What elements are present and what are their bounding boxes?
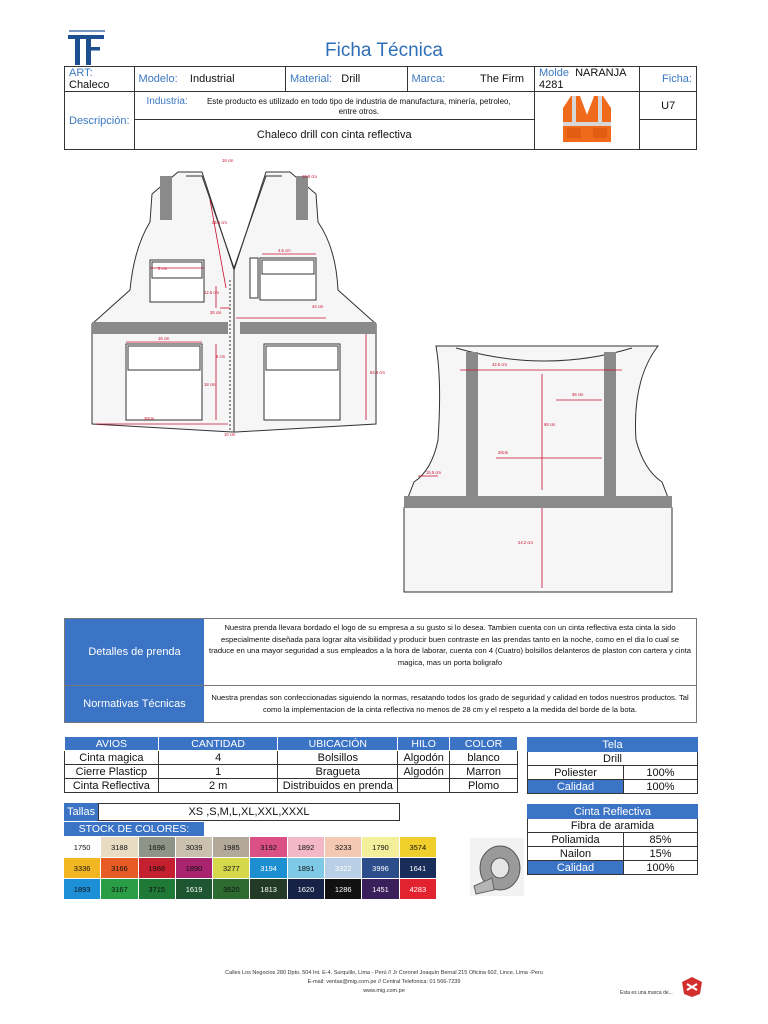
tela-calidad-label: Calidad	[528, 780, 624, 794]
tela-fiber: Poliester	[528, 766, 624, 780]
color-swatch: 3192	[250, 837, 286, 857]
cinta-fiber: Poliamida	[528, 833, 624, 847]
color-swatch: 1750	[64, 837, 100, 857]
front-measure-1: 16 cm	[222, 158, 234, 163]
front-measure-3: 25.5 cm	[212, 220, 227, 225]
avio-location: Distribuidos en prenda	[278, 779, 398, 793]
tallas-label: Tallas	[64, 803, 98, 821]
reflective-tape-reel-image	[470, 838, 524, 896]
back-measure-3: 68 cm	[544, 422, 556, 427]
ficha-value: U7	[640, 92, 697, 120]
marca-cell	[407, 67, 534, 92]
color-swatch: 1620	[288, 879, 324, 899]
tela-title: Tela	[528, 738, 698, 752]
color-swatch: 3277	[213, 858, 249, 878]
brand-shield-icon	[680, 976, 704, 998]
footer-address: Calles Los Negocios 280 Dpto. 504 Int. E-4, Surquillo, Lima - Perú // Jr Coronel Joaquín Bernal 215 Oficina 602, Lince, Lima -Peru	[225, 970, 543, 976]
art-value: Chaleco	[69, 79, 110, 91]
marca-label: Marca:	[411, 73, 446, 85]
color-swatch: 4283	[400, 879, 436, 899]
color-swatch: 3039	[176, 837, 212, 857]
avio-qty: 1	[158, 765, 278, 779]
marca-value: The Firm	[480, 73, 524, 85]
molde-value: NARANJA 4281	[539, 67, 626, 91]
cinta-calidad-label: Calidad	[528, 861, 624, 875]
color-swatch	[437, 879, 473, 899]
cinta-title: Cinta Reflectiva	[528, 805, 698, 819]
table-row	[65, 751, 518, 765]
color-swatch: 1891	[288, 858, 324, 878]
back-measure-5: 15.5 cm	[426, 470, 441, 475]
footer-contact: E-mail: ventas@mig.com.pe // Central Telefonica: 01 566-7239	[307, 979, 461, 985]
industria-cell	[134, 92, 534, 120]
color-swatch: 1892	[288, 837, 324, 857]
front-vest-drawing	[86, 158, 385, 440]
normativas-row	[65, 686, 696, 722]
molde-label: Molde	[539, 67, 569, 79]
color-swatch: 3322	[325, 858, 361, 878]
cinta-fiber: Nailon	[528, 847, 624, 861]
empty-cell	[640, 120, 697, 150]
industria-text: Este producto es utilizado en todo tipo de industria de manufactura, minería, petroleo, entre otros.	[206, 96, 511, 116]
back-measure-2: 36 cm	[572, 392, 584, 397]
normativas-text: Nuestra prendas son confeccionadas siguiendo la normas, resatando todos los grado de seguridad y calidad en todos nuestros productos. Tal como la implementacion de la cinta reflectiva no menos de 28 cm y el respeto a la medida del borde de la bota.	[211, 693, 689, 714]
avio-color: blanco	[450, 751, 518, 765]
avio-thread: Algodón	[398, 765, 450, 779]
back-measure-4: 28cm	[498, 450, 509, 455]
material-label: Material:	[289, 73, 333, 85]
color-swatch: 1286	[325, 879, 361, 899]
avio-thread: Algodón	[398, 751, 450, 765]
front-measure-6: 12.5 cm	[204, 290, 219, 295]
color-swatch: 1893	[64, 879, 100, 899]
color-swatch: 1641	[400, 858, 436, 878]
color-swatch	[437, 837, 473, 857]
modelo-label: Modelo:	[138, 73, 178, 85]
avio-name: Cinta magica	[65, 751, 159, 765]
color-swatch: 3715	[139, 879, 175, 899]
stock-label: STOCK DE COLORES:	[64, 822, 204, 836]
color-swatch: 3574	[400, 837, 436, 857]
color-swatch: 1451	[362, 879, 398, 899]
vest-photo-cell	[535, 92, 640, 150]
front-measure-2: 18.8 cm	[302, 174, 317, 179]
industria-label: Industria:	[146, 95, 188, 107]
color-swatch: 3336	[64, 858, 100, 878]
ubicacion-header: UBICACIÓN	[278, 737, 398, 751]
front-measure-5: 5 cm	[158, 266, 168, 271]
avio-color: Plomo	[450, 779, 518, 793]
front-measure-12: 64.8 cm	[370, 370, 385, 375]
color-swatch: 1698	[139, 837, 175, 857]
avio-location: Bragueta	[278, 765, 398, 779]
avio-thread	[398, 779, 450, 793]
footer-website: www.mig.com.pe	[363, 988, 405, 994]
front-measure-8: 44 cm	[312, 304, 324, 309]
normativas-label: Normativas Técnicas	[65, 686, 204, 722]
tela-table	[527, 737, 698, 794]
table-row	[65, 779, 518, 793]
front-measure-7: 26 cm	[210, 310, 222, 315]
avio-color: Marron	[450, 765, 518, 779]
detalles-row	[65, 619, 696, 686]
front-measure-11: 18 cm	[204, 382, 216, 387]
cantidad-header: CANTIDAD	[158, 737, 278, 751]
tela-calidad-value: 100%	[624, 780, 698, 794]
front-measure-4: 4.5 cm	[278, 248, 291, 253]
orange-vest-photo	[557, 92, 617, 146]
material-cell	[285, 67, 407, 92]
cinta-pct: 15%	[624, 847, 698, 861]
avio-location: Bolsillos	[278, 751, 398, 765]
back-vest-drawing	[396, 340, 686, 596]
cinta-table	[527, 804, 698, 875]
table-row	[65, 765, 518, 779]
art-cell	[65, 67, 135, 92]
front-measure-14: 10 cm	[224, 432, 236, 437]
cinta-pct: 85%	[624, 833, 698, 847]
color-swatch	[437, 858, 473, 878]
color-swatch: 3167	[101, 879, 137, 899]
art-label: ART:	[69, 67, 93, 79]
descripcion-label: Descripción:	[65, 92, 135, 150]
color-swatch: 3520	[213, 879, 249, 899]
back-measure-6: 24.2 cm	[518, 540, 533, 545]
avios-header: AVIOS	[65, 737, 159, 751]
color-swatch-grid	[64, 837, 464, 899]
modelo-cell	[134, 67, 285, 92]
ficha-label: Ficha:	[640, 67, 697, 92]
color-header: COLOR	[450, 737, 518, 751]
header-table	[64, 66, 697, 150]
color-swatch: 3188	[101, 837, 137, 857]
color-swatch: 3194	[250, 858, 286, 878]
modelo-value: Industrial	[189, 73, 235, 85]
cinta-subtitle: Fibra de aramida	[528, 819, 698, 833]
hilo-header: HILO	[398, 737, 450, 751]
color-swatch: 1968	[139, 858, 175, 878]
color-swatch: 1619	[176, 879, 212, 899]
tallas-value: XS ,S,M,L,XL,XXL,XXXL	[98, 803, 400, 821]
molde-cell	[535, 67, 640, 92]
front-measure-10: 6 cm	[216, 354, 226, 359]
tela-material: Drill	[528, 752, 698, 766]
detalles-label: Detalles de prenda	[65, 619, 204, 685]
cinta-calidad-value: 100%	[624, 861, 698, 875]
document-title: Ficha Técnica	[325, 40, 443, 61]
color-swatch: 1790	[362, 837, 398, 857]
color-swatch: 1890	[176, 858, 212, 878]
back-measure-1: 42.0 cm	[492, 362, 507, 367]
detalles-text: Nuestra prenda llevara bordado el logo de su empresa a su gusto si lo desea. Tambien cuenta con un cinta reflectiva esta cinta la sido especialmente diseñada para lograr alta visibilidad y producir buen contraste en las prendas tanto en la noche, como en el dia lo cual se traduce en una mayor seguridad a sus empleados a la hora de laborar, cuenta con 4 (Cuatro) bolsillos delanteros de plaston con cartera y cinta magica, mas un porta boligrafo	[208, 623, 692, 667]
front-measure-13: 38cm	[144, 416, 155, 421]
color-swatch: 3166	[101, 858, 137, 878]
details-table	[64, 618, 697, 723]
avios-table	[64, 736, 518, 793]
color-swatch: 3233	[325, 837, 361, 857]
descripcion-value: Chaleco drill con cinta reflectiva	[134, 120, 534, 150]
avio-name: Cinta Reflectiva	[65, 779, 159, 793]
tallas-row	[64, 803, 400, 821]
tela-pct: 100%	[624, 766, 698, 780]
front-measure-9: 15 cm	[158, 336, 170, 341]
color-swatch: 1813	[250, 879, 286, 899]
material-value: Drill	[341, 73, 361, 85]
avio-qty: 2 m	[158, 779, 278, 793]
avio-name: Cierre Plasticp	[65, 765, 159, 779]
color-swatch: 3996	[362, 858, 398, 878]
brand-mark-text: Esta es una marca de...	[620, 990, 673, 996]
avio-qty: 4	[158, 751, 278, 765]
color-swatch: 1985	[213, 837, 249, 857]
